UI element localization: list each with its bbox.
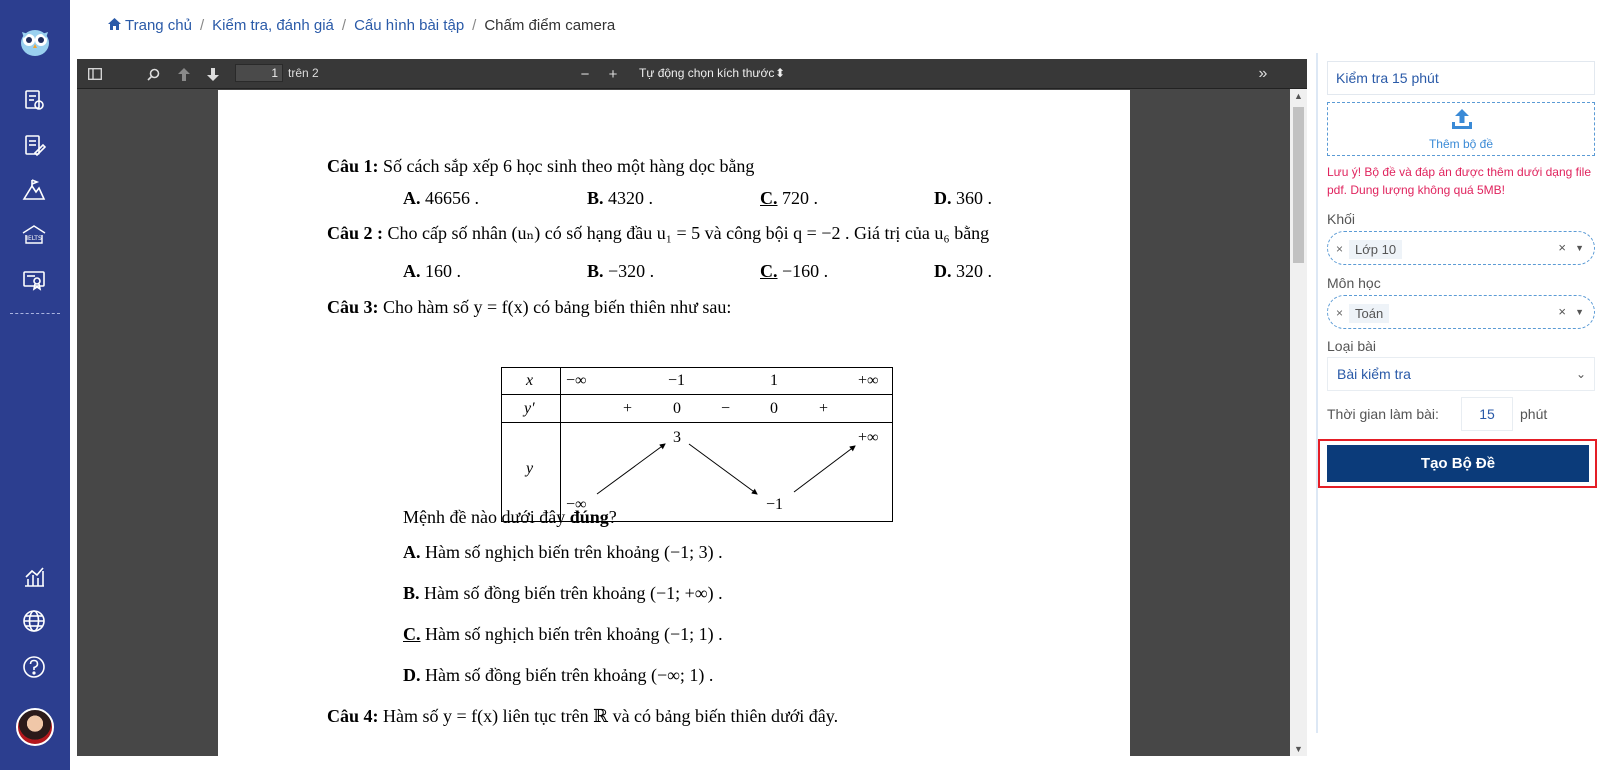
table-cell: +∞	[858, 372, 879, 389]
globe-icon[interactable]	[20, 607, 48, 635]
zoom-out-button[interactable]: −	[580, 65, 590, 83]
variation-table	[501, 367, 893, 522]
time-unit: phút	[1520, 406, 1548, 422]
khoi-select[interactable]	[1327, 231, 1595, 265]
option-text: 46656 .	[425, 188, 479, 208]
edit-doc-icon[interactable]	[20, 131, 48, 159]
page-number-input[interactable]: 1	[235, 64, 283, 82]
option-letter: A.	[403, 188, 421, 208]
home-icon[interactable]	[108, 17, 121, 34]
question-4-label: Câu 4:	[327, 706, 379, 726]
time-row	[1327, 397, 1595, 433]
upload-icon	[1450, 107, 1474, 134]
pdf-viewer	[77, 59, 1307, 756]
prompt-text: Mệnh đề nào dưới đây	[403, 507, 570, 527]
scroll-down-icon[interactable]: ▼	[1294, 744, 1303, 754]
table-header-y: y	[526, 460, 534, 477]
table-cell: 0	[673, 400, 681, 417]
sidebar-toggle-icon[interactable]	[85, 64, 105, 84]
time-label: Thời gian làm bài:	[1327, 406, 1439, 422]
option-text: 4320 .	[608, 188, 654, 208]
breadcrumb	[108, 17, 615, 34]
option-letter: C.	[760, 261, 778, 281]
avatar[interactable]	[16, 708, 54, 746]
table-cell: +	[623, 400, 633, 417]
remove-tag-icon[interactable]: ×	[1336, 242, 1344, 256]
next-page-icon[interactable]	[203, 64, 223, 84]
table-cell: −1	[766, 496, 784, 513]
pdf-page	[218, 90, 1130, 756]
option-letter: D.	[934, 261, 952, 281]
owl-logo-icon[interactable]	[18, 24, 52, 58]
table-cell: −1	[668, 372, 686, 389]
create-exam-button[interactable]: Tạo Bộ Đề	[1327, 445, 1589, 482]
option-letter: A.	[403, 261, 421, 281]
prompt-emphasis: đúng	[569, 507, 609, 527]
q3-option-c	[403, 624, 723, 645]
table-header-yprime: y′	[524, 400, 535, 417]
question-1-text: Số cách sắp xếp 6 học sinh theo một hàng dọc bằng	[378, 156, 755, 176]
breadcrumb-separator: /	[199, 17, 205, 34]
option-text: −320 .	[608, 261, 655, 281]
table-cell: 1	[770, 372, 778, 389]
tools-menu-icon[interactable]: »	[1258, 65, 1268, 82]
breadcrumb-item-kiem-tra[interactable]: Kiểm tra, đánh giá	[212, 17, 334, 34]
question-3-label: Câu 3:	[327, 297, 379, 317]
option-letter: C.	[403, 624, 421, 644]
chart-icon[interactable]	[20, 563, 48, 591]
ielts-icon[interactable]	[20, 221, 48, 249]
table-header-x: x	[526, 372, 534, 389]
option-letter: B.	[403, 583, 420, 603]
mon-hoc-tag	[1336, 303, 1389, 323]
pdf-scrollbar[interactable]	[1290, 89, 1307, 756]
table-cell: 0	[770, 400, 778, 417]
chevron-updown-icon: ⬍	[774, 66, 785, 80]
upload-label: Thêm bộ đề	[1428, 137, 1494, 151]
option-letter: D.	[403, 665, 421, 685]
breadcrumb-separator: /	[472, 17, 477, 34]
table-cell: +	[819, 400, 829, 417]
option-letter: B.	[587, 261, 604, 281]
chevron-down-icon[interactable]: ▼	[1575, 307, 1584, 317]
prompt-mark: ?	[608, 507, 617, 527]
q3-option-b	[403, 583, 723, 604]
table-cell: +∞	[858, 429, 879, 446]
mon-hoc-label: Môn học	[1327, 275, 1381, 291]
time-input[interactable]: 15	[1461, 397, 1513, 431]
sidebar-divider	[10, 313, 60, 314]
table-cell: −∞	[566, 372, 587, 389]
option-text: 720 .	[782, 188, 818, 208]
previous-page-icon[interactable]	[174, 64, 194, 84]
loai-bai-select[interactable]	[1327, 357, 1595, 391]
mon-hoc-select[interactable]	[1327, 295, 1595, 329]
svg-text:IELTS: IELTS	[26, 235, 42, 242]
chevron-down-icon: ⌄	[1575, 367, 1586, 381]
khoi-label: Khối	[1327, 211, 1356, 227]
breadcrumb-current: Chấm điểm camera	[484, 17, 616, 34]
panel-divider	[1316, 53, 1318, 733]
q1-option-a	[403, 188, 479, 209]
question-1	[327, 156, 754, 177]
khoi-tag-label: Lớp 10	[1349, 240, 1402, 259]
mon-hoc-tag-label: Toán	[1349, 304, 1389, 323]
table-cell: −∞	[566, 496, 587, 513]
question-4	[327, 706, 838, 727]
loai-bai-value: Bài kiểm tra	[1337, 366, 1411, 382]
page-count: trên 2	[288, 66, 319, 80]
sidebar	[0, 0, 70, 770]
table-cell: 3	[673, 429, 681, 446]
exam-title-input[interactable]: Kiểm tra 15 phút	[1327, 61, 1595, 95]
exam-list-icon[interactable]	[20, 86, 48, 114]
mountain-icon[interactable]	[20, 176, 48, 204]
help-icon[interactable]	[20, 653, 48, 681]
q1-option-d	[934, 188, 992, 209]
pdf-toolbar	[77, 59, 1307, 89]
question-2	[327, 223, 989, 244]
search-icon[interactable]	[143, 64, 163, 84]
question-2-label: Câu 2 :	[327, 223, 384, 243]
option-text: −160 .	[782, 261, 829, 281]
option-letter: B.	[587, 188, 604, 208]
khoi-tag	[1336, 239, 1402, 259]
table-cell: −	[721, 400, 731, 417]
option-text: Hàm số nghịch biến trên khoảng (−1; 1) .	[420, 624, 723, 644]
breadcrumb-separator: /	[341, 17, 347, 34]
upload-exam-button[interactable]	[1327, 102, 1595, 156]
breadcrumb-item-cau-hinh[interactable]: Cấu hình bài tập	[354, 17, 465, 34]
zoom-in-button[interactable]: +	[608, 65, 618, 83]
option-letter: C.	[760, 188, 778, 208]
question-4-text: Hàm số y = f(x) liên tục trên ℝ và có bảng biến thiên dưới đây.	[378, 706, 839, 726]
breadcrumb-home[interactable]: Trang chủ	[125, 17, 192, 34]
option-text: 320 .	[956, 261, 992, 281]
remove-tag-icon[interactable]: ×	[1336, 306, 1344, 320]
q3-option-a	[403, 542, 723, 563]
option-text: Hàm số nghịch biến trên khoảng (−1; 3) .	[420, 542, 723, 562]
zoom-select-label: Tự động chọn kích thước	[639, 66, 775, 80]
q2-option-a	[403, 261, 461, 282]
scroll-thumb[interactable]	[1293, 107, 1304, 263]
q2-option-c	[760, 261, 828, 282]
loai-bai-label: Loại bài	[1327, 338, 1377, 354]
upload-warning: Lưu ý! Bộ đề và đáp án được thêm dưới dạng file pdf. Dung lượng không quá 5MB!	[1327, 165, 1591, 197]
q1-option-b	[587, 188, 653, 209]
option-text: Hàm số đồng biến trên khoảng (−∞; 1) .	[420, 665, 714, 685]
option-text: 160 .	[425, 261, 461, 281]
question-3	[327, 297, 731, 318]
option-text: 360 .	[956, 188, 992, 208]
certificate-icon[interactable]	[20, 266, 48, 294]
chevron-down-icon[interactable]: ▼	[1575, 243, 1584, 253]
q2-option-b	[587, 261, 654, 282]
q3-option-d	[403, 665, 713, 686]
clear-icon[interactable]: ×	[1558, 304, 1566, 319]
question-2-text: Cho cấp số nhân (uₙ) có số hạng đầu u₁ = 5 và công bội q = −2 . Giá trị của u₆ bằng	[383, 223, 990, 243]
q1-option-c	[760, 188, 818, 209]
question-3-text: Cho hàm số y = f(x) có bảng biến thiên như sau:	[378, 297, 732, 317]
variation-arrows	[502, 368, 894, 523]
question-3-prompt	[403, 507, 617, 528]
clear-icon[interactable]: ×	[1558, 240, 1566, 255]
q2-option-d	[934, 261, 992, 282]
zoom-select[interactable]	[635, 65, 789, 83]
option-text: Hàm số đồng biến trên khoảng (−1; +∞) .	[419, 583, 723, 603]
question-1-label: Câu 1:	[327, 156, 379, 176]
scroll-up-icon[interactable]: ▲	[1294, 91, 1303, 101]
option-letter: D.	[934, 188, 952, 208]
option-letter: A.	[403, 542, 421, 562]
